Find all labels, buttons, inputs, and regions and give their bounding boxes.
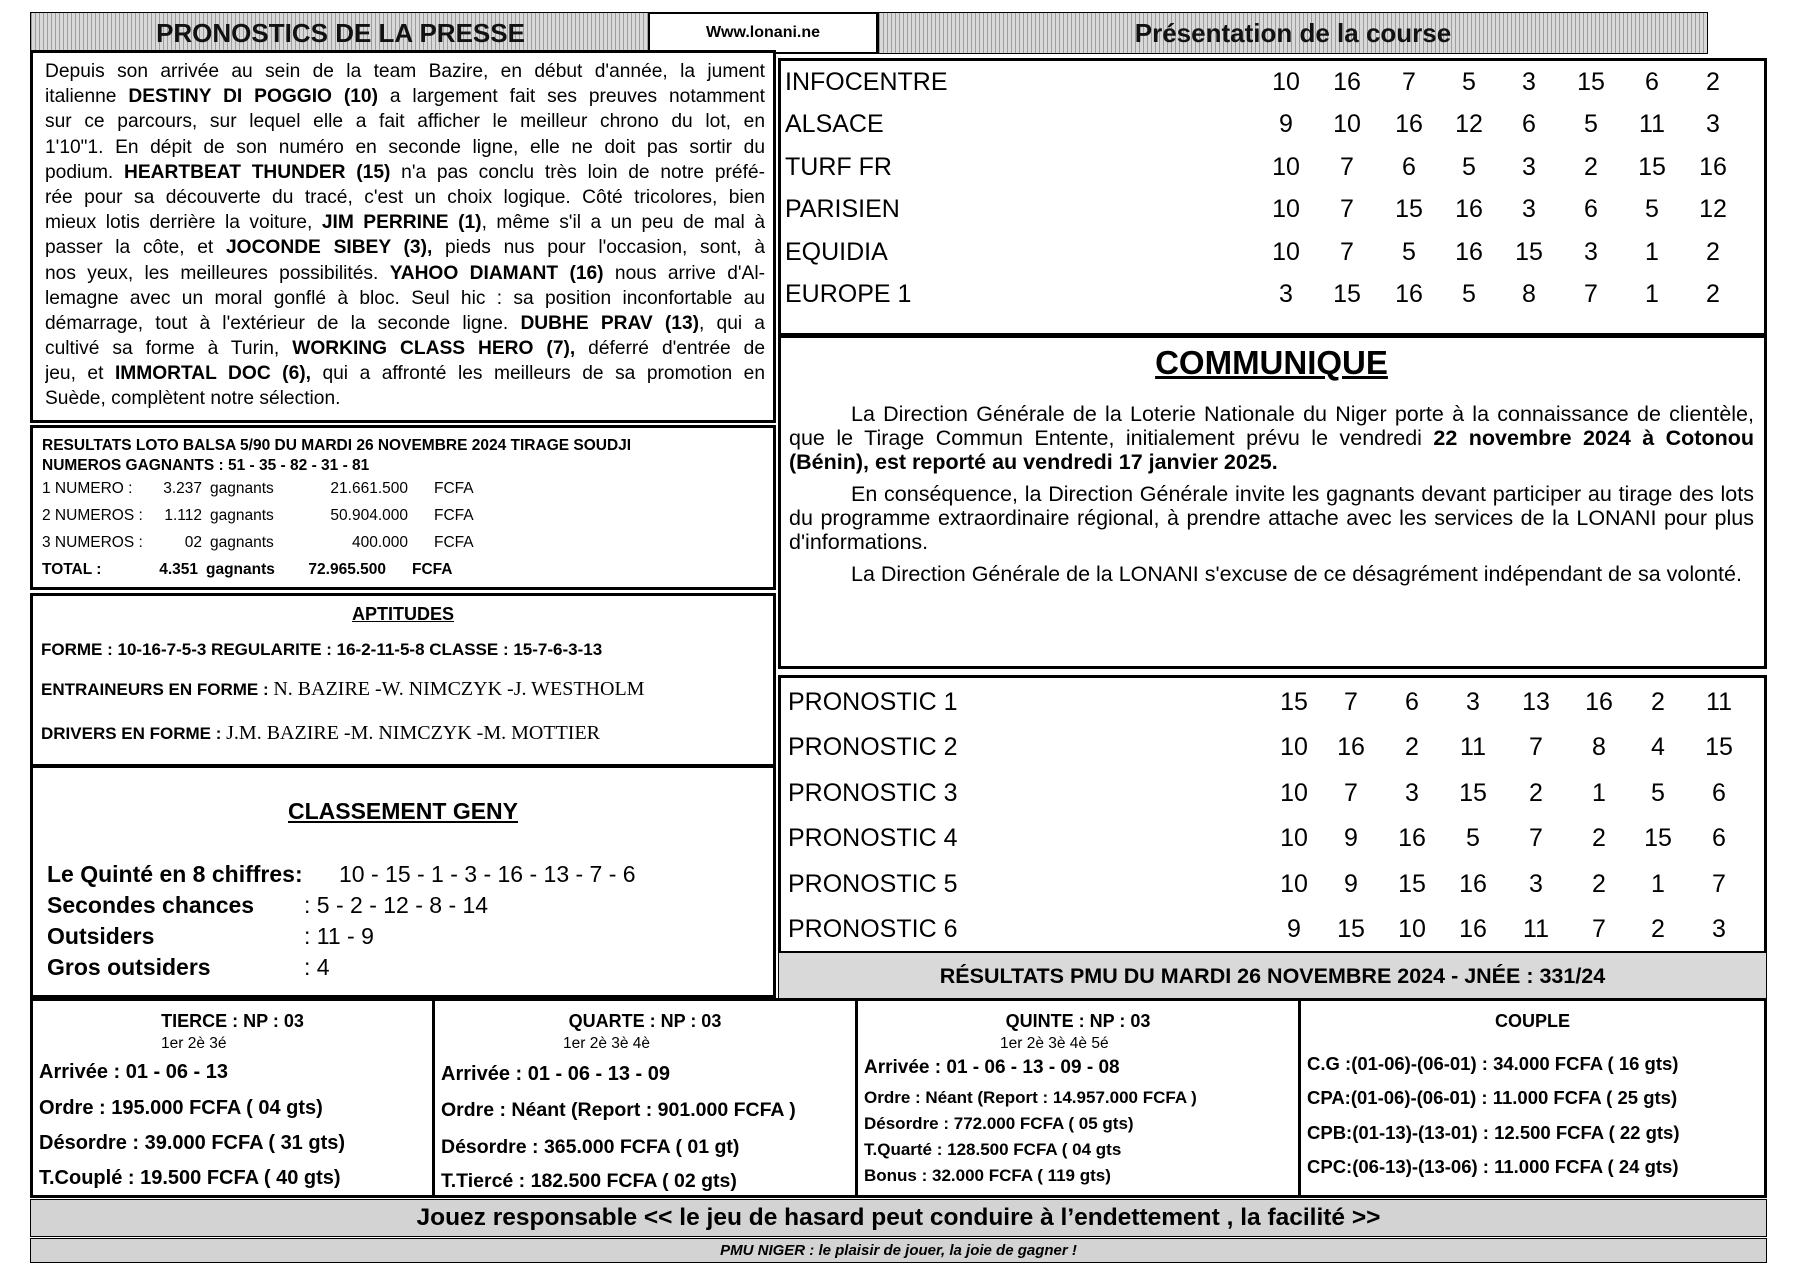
pronostic-row-label: PRONOSTIC 4: [788, 824, 958, 852]
article-line: [45, 361, 765, 386]
geny-row-value: : 5 - 2 - 12 - 8 - 14: [304, 892, 489, 918]
source-row-value: 7: [1340, 152, 1354, 181]
pronostic-row-value: 7: [1712, 869, 1726, 898]
source-row-value: 16: [1455, 237, 1483, 266]
pronostic-row-value: 7: [1592, 915, 1606, 943]
source-row-value: 12: [1455, 110, 1483, 138]
pronostic-row-label: PRONOSTIC 5: [788, 869, 958, 898]
source-row-value: 15: [1395, 195, 1423, 223]
source-row-value: 10: [1272, 237, 1300, 266]
pronostic-row-value: 15: [1398, 869, 1426, 898]
couple-row: CPC:(06-13)-(13-06) : 11.000 FCFA ( 24 gts): [1307, 1156, 1679, 1177]
source-row-value: 3: [1584, 237, 1598, 266]
couple-row: CPA:(01-06)-(06-01) : 11.000 FCFA ( 25 gts): [1307, 1087, 1678, 1108]
pronostic-row-value: 7: [1344, 687, 1358, 716]
pronostic-row-value: 11: [1706, 687, 1732, 716]
pmu-results-title: RÉSULTATS PMU DU MARDI 26 NOVEMBRE 2024 - JNÉE : 331/24: [939, 964, 1606, 988]
loto-amount: 50.904.000: [330, 506, 408, 524]
communique-paragraph: En conséquence, la Direction Générale invite les gagnants devant participer au tirage des lots du programme extraordinaire régional, à prendre attache avec les services de la LONANI pour plus d'informations.: [789, 482, 1754, 554]
pronostic-row-label: PRONOSTIC 2: [788, 733, 958, 761]
source-row-value: 7: [1340, 237, 1354, 266]
source-row-label: PARISIEN: [785, 195, 900, 223]
loto-count: 1.112: [164, 506, 202, 524]
geny-row-value: 10 - 15 - 1 - 3 - 16 - 13 - 7 - 6: [339, 861, 636, 887]
source-row-label: ALSACE: [785, 110, 884, 138]
pronostic-row-value: 10: [1280, 733, 1308, 761]
geny-row-value: : 4: [304, 954, 330, 980]
couple-row: CPB:(01-13)-(13-01) : 12.500 FCFA ( 22 gts): [1307, 1122, 1680, 1143]
geny-row: [47, 861, 636, 888]
pronostic-row-value: 16: [1398, 824, 1426, 852]
horse-name: IMMORTAL DOC (6),: [114, 363, 311, 385]
source-row-value: 7: [1584, 280, 1598, 308]
pronostic-row-value: 1: [1651, 869, 1665, 898]
loto-count: 3.237: [163, 479, 202, 497]
geny-row-label: Gros outsiders: [47, 954, 211, 980]
pronostic-row-value: 11: [1523, 915, 1549, 943]
article-text: sur ce parcours, sur lequel elle a fait afficher le meilleur chrono du lot, en: [45, 111, 765, 133]
pronostic-row-value: 10: [1280, 824, 1308, 852]
pronostic-row-label: PRONOSTIC 1: [788, 687, 958, 716]
article-text: déferré d'entrée de: [575, 338, 765, 360]
article-text: mieux lotis derrière la voiture,: [45, 212, 322, 234]
pronostic-row-value: 9: [1344, 824, 1358, 852]
communique-text: La Direction Générale de la Loterie Nationale du Niger porte à la connaissance de clientèle, que le Tirage Commun Entente, initialement prévu le vendredi: [789, 402, 1754, 450]
pronostic-row-value: 15: [1644, 824, 1672, 852]
quinte-tquarte: T.Quarté : 128.500 FCFA ( 04 gts: [864, 1140, 1122, 1159]
horse-name: DUBHE PRAV (13): [520, 312, 700, 334]
aptitudes-title: APTITUDES: [351, 604, 454, 624]
source-row-value: 5: [1462, 152, 1476, 181]
article-text: nos yeux, les meilleures possibilités.: [45, 262, 390, 284]
tierce-desordre: Désordre : 39.000 FCFA ( 31 gts): [39, 1132, 346, 1154]
drivers-label: DRIVERS EN FORME :: [41, 724, 227, 743]
pronostic-row-value: 16: [1459, 915, 1487, 943]
article-line: [45, 286, 765, 311]
source-row-value: 10: [1272, 67, 1300, 96]
drivers-line: [41, 722, 600, 745]
pronostic-row-value: 7: [1529, 733, 1543, 761]
source-row-value: 12: [1699, 195, 1727, 223]
source-row-value: 5: [1462, 67, 1476, 96]
article-text: pieds nus pour l'occasion, sont, à: [432, 237, 765, 259]
quinte-arrivee: Arrivée : 01 - 06 - 13 - 09 - 08: [864, 1057, 1120, 1078]
source-row-value: 5: [1402, 237, 1416, 266]
pronostic-row-value: 5: [1466, 824, 1480, 852]
communique-date-text: 22 novembre 2024 à Cotonou (Bénin), est reporté au vendredi 17 janvier 2025.: [789, 426, 1754, 474]
loto-row: [42, 475, 764, 502]
drivers-value: J.M. BAZIRE -M. NIMCZYK -M. MOTTIER: [226, 722, 601, 744]
article-line: [45, 135, 765, 160]
article-line: [45, 59, 765, 84]
source-row-value: 1: [1645, 237, 1659, 266]
source-row-value: 3: [1522, 195, 1536, 223]
press-header-title: PRONOSTICS DE LA PRESSE: [156, 17, 525, 48]
pronostic-row-value: 6: [1405, 687, 1419, 716]
course-header-title: Présentation de la course: [1134, 17, 1452, 48]
pronostic-row-value: 16: [1459, 869, 1487, 898]
source-row-value: 5: [1584, 110, 1598, 138]
pronostic-row-value: 3: [1529, 869, 1543, 898]
source-row-value: 2: [1706, 280, 1720, 308]
loto-word: gagnants: [210, 533, 274, 551]
pronostic-row-value: 2: [1405, 733, 1419, 761]
article-text: Suède, complètent notre sélection.: [45, 388, 341, 410]
article-text: lemagne avec un moral gonflé à bloc. Seul hic : sa position inconfortable au: [45, 287, 765, 309]
pronostic-row-value: 11: [1460, 733, 1486, 761]
source-row-label: INFOCENTRE: [785, 67, 948, 96]
quarte-arrivee: Arrivée : 01 - 06 - 13 - 09: [441, 1063, 671, 1085]
article-line: [45, 311, 765, 336]
tierce-arrivee: Arrivée : 01 - 06 - 13: [39, 1061, 228, 1083]
quinte-ordre: Ordre : Néant (Report : 14.957.000 FCFA ): [864, 1088, 1197, 1107]
horse-name: JOCONDE SIBEY (3),: [225, 237, 433, 259]
pronostic-row: [781, 864, 1764, 904]
tierce-title: TIERCE : NP : 03: [161, 1011, 304, 1031]
article-text: Depuis son arrivée au sein de la team Bazire, en début d'année, la jument: [45, 61, 765, 82]
loto-amount: 72.965.500: [308, 560, 386, 578]
loto-label: 1 NUMERO :: [42, 479, 133, 497]
loto-label: 2 NUMEROS :: [42, 506, 143, 524]
pronostic-row: [781, 682, 1764, 722]
article-text: podium.: [45, 161, 125, 183]
source-row-value: 6: [1645, 67, 1659, 96]
couple-row: C.G :(01-06)-(06-01) : 34.000 FCFA ( 16 gts): [1307, 1053, 1679, 1074]
communique-section: [778, 335, 1767, 669]
article-line: [45, 160, 765, 185]
slogan-banner: [30, 1238, 1767, 1263]
pronostic-row-value: 7: [1344, 778, 1358, 807]
tierce-tcouple: T.Couplé : 19.500 FCFA ( 40 gts): [39, 1167, 341, 1189]
source-row-value: 2: [1584, 152, 1598, 181]
loto-cur: FCFA: [434, 533, 474, 551]
pronostic-row: [781, 910, 1764, 950]
quarte-ttierce: T.Tiercé : 182.500 FCFA ( 02 gts): [441, 1170, 737, 1192]
pronostic-row-value: 3: [1405, 778, 1419, 807]
quarte-ordre: Ordre : Néant (Report : 901.000 FCFA ): [441, 1099, 796, 1121]
article-text: démarrage, tout à l'extérieur de la seconde ligne.: [45, 312, 521, 334]
pronostics-table: [778, 675, 1767, 954]
source-row-value: 6: [1522, 110, 1536, 138]
source-row-value: 2: [1706, 67, 1720, 96]
geny-row-label: Le Quinté en 8 chiffres:: [47, 861, 303, 887]
pronostic-row-value: 6: [1712, 778, 1726, 807]
source-row-value: 6: [1402, 152, 1416, 181]
article-text: , qui a: [699, 312, 765, 334]
pronostic-row-value: 2: [1651, 687, 1665, 716]
communique-paragraph: [789, 402, 1754, 474]
article-text: qui a affronté les meilleurs de sa promotion en: [310, 363, 765, 385]
article-line: [45, 185, 765, 210]
course-header: [878, 12, 1708, 54]
loto-label: TOTAL :: [42, 560, 102, 578]
pronostic-row-value: 10: [1280, 869, 1308, 898]
pronostic-row-value: 2: [1529, 778, 1543, 807]
pronostic-row-value: 3: [1712, 915, 1726, 943]
source-row-value: 9: [1279, 110, 1293, 138]
article-text: n'a pas conclu très loin de notre préfé-: [390, 161, 765, 183]
pronostic-row-value: 9: [1344, 869, 1358, 898]
source-row: [781, 62, 1764, 102]
quinte-results: [855, 998, 1301, 1198]
geny-title: CLASSEMENT GENY: [287, 798, 519, 824]
pmu-results-banner: [778, 952, 1767, 1001]
entraineurs-label: ENTRAINEURS EN FORME :: [41, 680, 274, 699]
pronostic-row-value: 8: [1592, 733, 1606, 761]
loto-count: 02: [184, 533, 202, 551]
article-line: [45, 386, 765, 411]
source-row: [781, 275, 1764, 315]
pronostic-row-value: 6: [1712, 824, 1726, 852]
pronostic-row-value: 15: [1280, 687, 1308, 716]
pronostic-row-value: 15: [1705, 733, 1733, 761]
loto-cur: FCFA: [434, 506, 474, 524]
tierce-ordre: Ordre : 195.000 FCFA ( 04 gts): [39, 1097, 323, 1119]
pronostic-row-value: 15: [1337, 915, 1365, 943]
source-row-label: EQUIDIA: [785, 237, 888, 266]
horse-name: JIM PERRINE (1): [321, 212, 482, 234]
source-row: [781, 232, 1764, 272]
pronostic-row: [781, 728, 1764, 768]
pronostic-row-value: 1: [1592, 778, 1606, 807]
source-row-value: 1: [1645, 280, 1659, 308]
press-sources-table: [778, 58, 1767, 336]
pronostic-row-value: 9: [1287, 915, 1301, 943]
quinte-title: QUINTE : NP : 03: [1005, 1011, 1151, 1031]
classement-geny: [30, 765, 776, 998]
pronostic-row-value: 16: [1337, 733, 1365, 761]
loto-cur: FCFA: [434, 479, 474, 497]
entraineurs-value: N. BAZIRE -W. NIMCZYK -J. WESTHOLM: [273, 678, 645, 700]
loto-total-row: [42, 556, 764, 583]
geny-row: [47, 954, 330, 981]
source-row-value: 15: [1333, 280, 1361, 308]
source-row-value: 10: [1272, 195, 1300, 223]
quarte-results: [432, 998, 858, 1198]
geny-row: [47, 892, 488, 919]
pronostic-row: [781, 773, 1764, 813]
forme-line: FORME : 10-16-7-5-3 REGULARITE : 16-2-11-5-8 CLASSE : 15-7-6-3-13: [41, 640, 603, 659]
loto-title: RESULTATS LOTO BALSA 5/90 DU MARDI 26 NOVEMBRE 2024 TIRAGE SOUDJI: [42, 436, 632, 454]
pronostic-row-value: 2: [1592, 869, 1606, 898]
source-row-value: 15: [1577, 67, 1605, 96]
geny-row-label: Secondes chances: [47, 892, 255, 918]
source-row-value: 5: [1462, 280, 1476, 308]
source-row-value: 7: [1340, 195, 1354, 223]
source-row-value: 11: [1639, 110, 1665, 138]
source-row: [781, 190, 1764, 230]
source-row-value: 7: [1402, 67, 1416, 96]
loto-label: 3 NUMEROS :: [42, 533, 143, 551]
article-line: [45, 235, 765, 260]
article-text: 1'10"1. En dépit de son numéro en seconde ligne, elle ne doit pas sortir du: [45, 136, 765, 158]
article-line: [45, 210, 765, 235]
article-line: [45, 84, 765, 109]
loto-cur: FCFA: [412, 560, 453, 578]
article-text: rée pour sa découverte du tracé, c'est un choix logique. Côté tricolores, bien: [45, 186, 765, 208]
loto-amount: 400.000: [351, 533, 408, 551]
quarte-ranks: 1er 2è 3è 4è: [563, 1035, 651, 1052]
loto-word: gagnants: [206, 560, 275, 578]
loto-amount: 21.661.500: [330, 479, 408, 497]
article-text: a largement fait ses preuves notamment: [377, 86, 765, 108]
source-row-value: 10: [1333, 110, 1361, 138]
source-row-value: 2: [1706, 237, 1720, 266]
communique-paragraph: La Direction Générale de la LONANI s'excuse de ce désagrément indépendant de sa volonté.: [851, 562, 1742, 586]
article-text: jeu, et: [45, 363, 115, 385]
article-text: , même s'il a un peu de mal à: [481, 212, 765, 234]
source-row-value: 3: [1279, 280, 1293, 308]
pronostic-row: [781, 819, 1764, 859]
responsible-gaming-text: Jouez responsable << le jeu de hasard peut conduire à l’endettement , la facilité >>: [416, 1204, 1381, 1231]
article-line: [45, 261, 765, 286]
pronostic-row-value: 2: [1592, 824, 1606, 852]
source-row-value: 16: [1395, 110, 1423, 138]
slogan-text: PMU NIGER : le plaisir de jouer, la joie de gagner !: [720, 1242, 1077, 1259]
press-header: [30, 12, 650, 54]
couple-results: [1298, 998, 1767, 1198]
source-row-value: 16: [1333, 67, 1361, 96]
geny-row-label: Outsiders: [47, 923, 155, 949]
source-row-value: 16: [1699, 152, 1727, 181]
horse-name: WORKING CLASS HERO (7),: [292, 338, 576, 360]
loto-row: [42, 502, 764, 529]
entraineurs-line: [41, 678, 644, 701]
source-row-value: 15: [1638, 152, 1666, 181]
source-row-value: 6: [1584, 195, 1598, 223]
quinte-ranks: 1er 2è 3è 4è 5é: [1000, 1035, 1109, 1052]
article-text: italienne: [45, 86, 129, 108]
source-row-value: 10: [1272, 152, 1300, 181]
article-text: cultivé sa forme à Turin,: [45, 338, 293, 360]
loto-row: [42, 529, 764, 556]
pronostic-row-value: 13: [1522, 687, 1550, 716]
source-row-value: 3: [1522, 67, 1536, 96]
website-label[interactable]: Www.lonani.ne: [648, 12, 878, 54]
source-row-value: 8: [1522, 280, 1536, 308]
couple-title: COUPLE: [1494, 1011, 1570, 1031]
loto-word: gagnants: [210, 506, 274, 524]
pronostic-row-value: 7: [1529, 824, 1543, 852]
pronostic-row-value: 15: [1459, 778, 1487, 807]
horse-name: DESTINY DI POGGIO (10): [128, 86, 378, 108]
quinte-desordre: Désordre : 772.000 FCFA ( 05 gts): [864, 1114, 1134, 1133]
loto-results: [30, 425, 776, 590]
aptitudes-section: [30, 593, 776, 767]
pronostic-row-value: 16: [1585, 687, 1613, 716]
tierce-results: [30, 998, 435, 1198]
press-article: [30, 50, 776, 423]
pronostic-row-value: 4: [1651, 733, 1665, 761]
communique-title: COMMUNIQUE: [1155, 344, 1388, 381]
source-row-value: 15: [1515, 237, 1543, 266]
article-line: [45, 109, 765, 134]
source-row-value: 5: [1645, 195, 1659, 223]
article-text: nous arrive d'Al-: [603, 262, 765, 284]
source-row: [781, 105, 1764, 145]
source-row: [781, 147, 1764, 187]
loto-count: 4.351: [159, 560, 198, 578]
source-row-value: 16: [1455, 195, 1483, 223]
pronostic-row-value: 3: [1466, 687, 1480, 716]
tierce-ranks: 1er 2è 3é: [161, 1035, 227, 1052]
quarte-title: QUARTE : NP : 03: [568, 1011, 722, 1031]
source-row-value: 3: [1522, 152, 1536, 181]
geny-row: [47, 923, 374, 950]
responsible-gaming-banner: [30, 1199, 1767, 1237]
article-line: [45, 336, 765, 361]
pronostic-row-value: 10: [1398, 915, 1426, 943]
source-row-label: EUROPE 1: [785, 280, 912, 308]
horse-name: YAHOO DIAMANT (16): [389, 262, 604, 284]
article-text: passer la côte, et: [45, 237, 226, 259]
pronostic-row-label: PRONOSTIC 6: [788, 915, 958, 943]
pronostic-row-value: 5: [1651, 778, 1665, 807]
source-row-label: TURF FR: [785, 152, 892, 181]
pronostic-row-value: 2: [1651, 915, 1665, 943]
horse-name: HEARTBEAT THUNDER (15): [124, 161, 391, 183]
loto-winning-numbers: NUMEROS GAGNANTS : 51 - 35 - 82 - 31 - 81: [42, 456, 370, 474]
quarte-desordre: Désordre : 365.000 FCFA ( 01 gt): [441, 1136, 740, 1158]
quinte-bonus: Bonus : 32.000 FCFA ( 119 gts): [864, 1166, 1111, 1185]
pronostic-row-label: PRONOSTIC 3: [788, 778, 958, 807]
loto-word: gagnants: [210, 479, 274, 497]
source-row-value: 16: [1395, 280, 1423, 308]
pronostic-row-value: 10: [1280, 778, 1308, 807]
source-row-value: 3: [1706, 110, 1720, 138]
geny-row-value: : 11 - 9: [304, 923, 374, 949]
